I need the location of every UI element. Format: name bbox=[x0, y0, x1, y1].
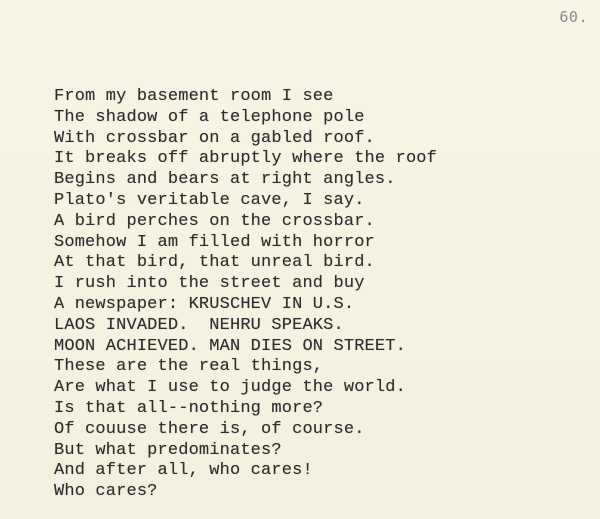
poem bbox=[54, 87, 437, 503]
poem-line: From my basement room I see bbox=[54, 87, 334, 106]
poem-line: At that bird, that unreal bird. bbox=[54, 253, 375, 273]
poem-line: Plato's veritable cave, I say. bbox=[54, 190, 365, 210]
poem-line: The shadow of a telephone pole bbox=[54, 107, 365, 127]
poem-line: A newspaper: KRUSCHEV IN U.S. bbox=[54, 294, 355, 314]
poem-line: Somehow I am filled with horror bbox=[54, 232, 375, 252]
poem-line: Is that all--nothing more? bbox=[54, 398, 324, 418]
poem-line: With crossbar on a gabled roof. bbox=[54, 128, 375, 148]
poem-line: I rush into the street and buy bbox=[54, 274, 365, 294]
poem-line: Begins and bears at right angles. bbox=[54, 170, 396, 190]
page-number: 60. bbox=[559, 8, 588, 26]
poem-line: Of couuse there is, of course. bbox=[54, 419, 365, 439]
poem-line: It breaks off abruptly where the roof bbox=[54, 149, 438, 169]
poem-line: These are the real things, bbox=[54, 357, 324, 377]
poem-line: LAOS INVADED. NEHRU SPEAKS. bbox=[54, 315, 344, 335]
poem-line: And after all, who cares! bbox=[54, 461, 313, 481]
poem-line: MOON ACHIEVED. MAN DIES ON STREET. bbox=[54, 336, 406, 356]
poem-line: Are what I use to judge the world. bbox=[54, 378, 406, 398]
poem-line: A bird perches on the crossbar. bbox=[54, 211, 375, 231]
poem-line: Who cares? bbox=[54, 482, 158, 502]
poem-line: But what predominates? bbox=[54, 440, 282, 460]
